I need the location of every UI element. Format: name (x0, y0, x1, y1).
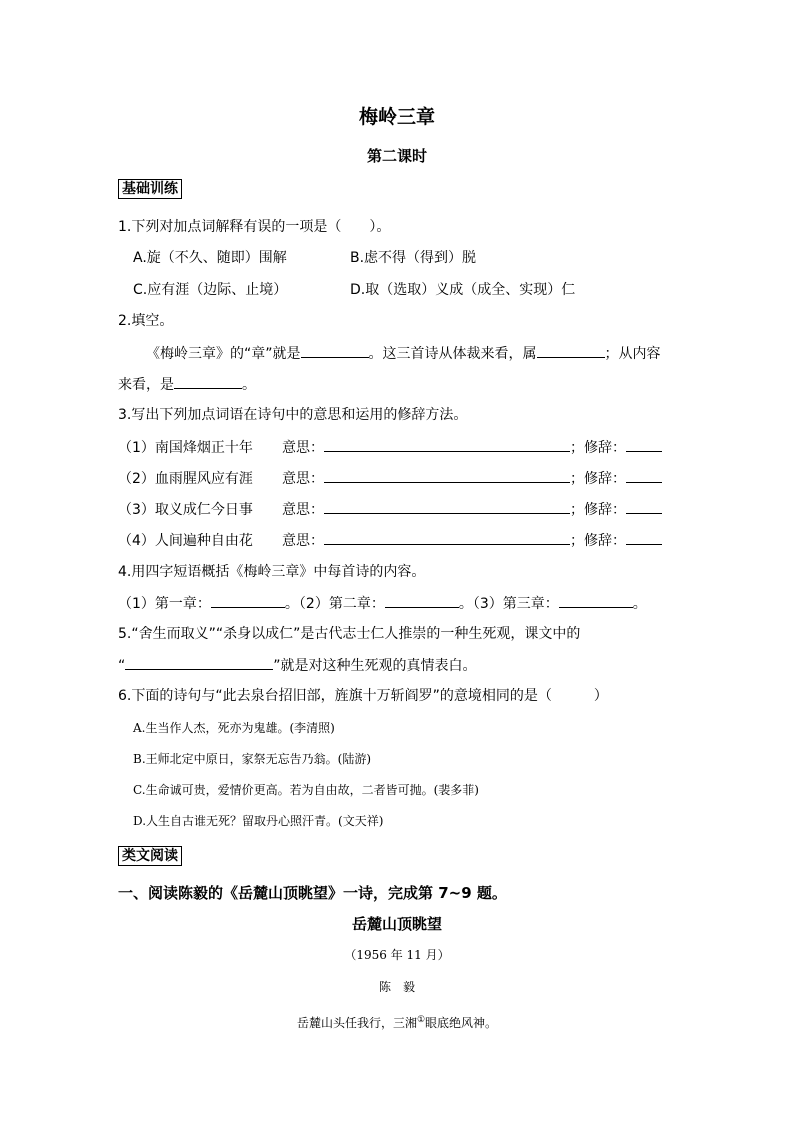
rhetoric-blank[interactable] (626, 499, 662, 514)
q3-item-1 (118, 437, 662, 458)
rhetoric-label: ；修辞： (570, 471, 626, 487)
poem-author: 陈 毅 (378, 980, 415, 994)
q4-blank-3[interactable] (559, 593, 633, 608)
poem-title: 岳麓山顶眺望 (351, 915, 442, 933)
poem-line-text: 岳麓山头任我行，三湘 (296, 1016, 417, 1030)
q5-line2 (118, 655, 477, 676)
q6-stem: 6.下面的诗句与“此去泉台招旧部，旌旗十万斩阎罗”的意境相同的是（ ） (118, 688, 608, 704)
q5-line1: 5.“舍生而取义”“杀身以成仁”是古代志士仁人推崇的一种生死观，课文中的 (118, 626, 581, 642)
q4-part-1: （1）第一章： (118, 596, 211, 612)
section-reading (118, 846, 182, 866)
q2-text-c: ；从内容 (604, 346, 661, 362)
q1-stem: 1.下列对加点词解释有误的一项是（ ）。 (118, 219, 391, 235)
q3-item-text: （4）人间遍种自由花 (118, 533, 253, 549)
rhetoric-label: ；修辞： (570, 502, 626, 518)
q1-option-c: C.应有涯（边际、止境） (133, 282, 288, 298)
q4-part-4: 。 (632, 596, 647, 612)
q2-text-a: 《梅岭三章》的“章”就是 (146, 346, 301, 362)
q3-item-text: （2）血雨腥风应有涯 (118, 471, 253, 487)
meaning-blank[interactable] (324, 530, 570, 545)
q2-blank-2[interactable] (537, 343, 605, 358)
q3-item-text: （1）南国烽烟正十年 (118, 440, 253, 456)
poem-line-text: 眼底绝风神。 (425, 1016, 498, 1030)
q3-item-4 (118, 530, 662, 551)
q3-item-3 (118, 499, 662, 520)
q2-line2 (118, 374, 256, 395)
q2-blank-1[interactable] (301, 343, 369, 358)
meaning-blank[interactable] (324, 437, 570, 452)
q6-option-d: D.人生自古谁无死？留取丹心照汗青。(文天祥) (133, 814, 384, 828)
q4-part-2: 。（2）第二章： (284, 596, 385, 612)
q5-text: ”就是对这种生死观的真情表白。 (273, 658, 477, 674)
q2-stem: 2.填空。 (118, 313, 174, 329)
q4-answers (118, 593, 647, 614)
q6-option-a: A.生当作人杰，死亦为鬼雄。(李清照) (133, 721, 335, 735)
rhetoric-blank[interactable] (626, 530, 662, 545)
q6-option-c: C.生命诚可贵，爱情价更高。若为自由故，二者皆可抛。(裴多菲) (133, 783, 479, 797)
q3-item-2 (118, 468, 662, 489)
q2-blank-3[interactable] (174, 374, 242, 389)
section-basic-training (118, 179, 182, 199)
q5-open-quote: “ (118, 658, 126, 674)
rhetoric-blank[interactable] (626, 437, 662, 452)
meaning-blank[interactable] (324, 499, 570, 514)
q2-text-e: 。 (242, 377, 256, 393)
meaning-label: 意思： (282, 533, 324, 549)
footnote-marker: ① (416, 1015, 426, 1025)
rhetoric-label: ；修辞： (570, 440, 626, 456)
q4-blank-1[interactable] (211, 593, 285, 608)
q2-text-b: 。这三首诗从体裁来看，属 (368, 346, 537, 362)
rhetoric-label: ；修辞： (570, 533, 626, 549)
page-title: 梅岭三章 (358, 106, 435, 128)
q3-stem: 3.写出下列加点词语在诗句中的意思和运用的修辞方法。 (118, 407, 468, 423)
q1-option-b: B.虑不得（得到）脱 (350, 250, 477, 266)
poem-line-1 (0, 1010, 794, 1033)
section-label: 基础训练 (118, 179, 182, 199)
section-label: 类文阅读 (118, 846, 182, 866)
q1-option-a: A.旋（不久、随即）围解 (133, 250, 287, 266)
q4-blank-2[interactable] (385, 593, 459, 608)
meaning-label: 意思： (282, 502, 324, 518)
reading-intro: 一、阅读陈毅的《岳麓山顶眺望》一诗，完成第 7~9 题。 (118, 884, 507, 902)
q4-part-3: 。（3）第三章： (458, 596, 559, 612)
q1-option-d: D.取（选取）义成（成全、实现）仁 (350, 282, 576, 298)
q2-line1 (146, 343, 661, 364)
poem-date: （1956 年 11 月） (344, 948, 450, 962)
q2-text-d: 来看，是 (118, 377, 174, 393)
q4-stem: 4.用四字短语概括《梅岭三章》中每首诗的内容。 (118, 564, 426, 580)
page-subtitle: 第二课时 (366, 147, 427, 165)
q5-blank[interactable] (125, 655, 273, 670)
meaning-label: 意思： (282, 471, 324, 487)
q6-option-b: B.王师北定中原日，家祭无忘告乃翁。(陆游) (133, 752, 371, 766)
meaning-label: 意思： (282, 440, 324, 456)
meaning-blank[interactable] (324, 468, 570, 483)
q3-item-text: （3）取义成仁今日事 (118, 502, 253, 518)
rhetoric-blank[interactable] (626, 468, 662, 483)
